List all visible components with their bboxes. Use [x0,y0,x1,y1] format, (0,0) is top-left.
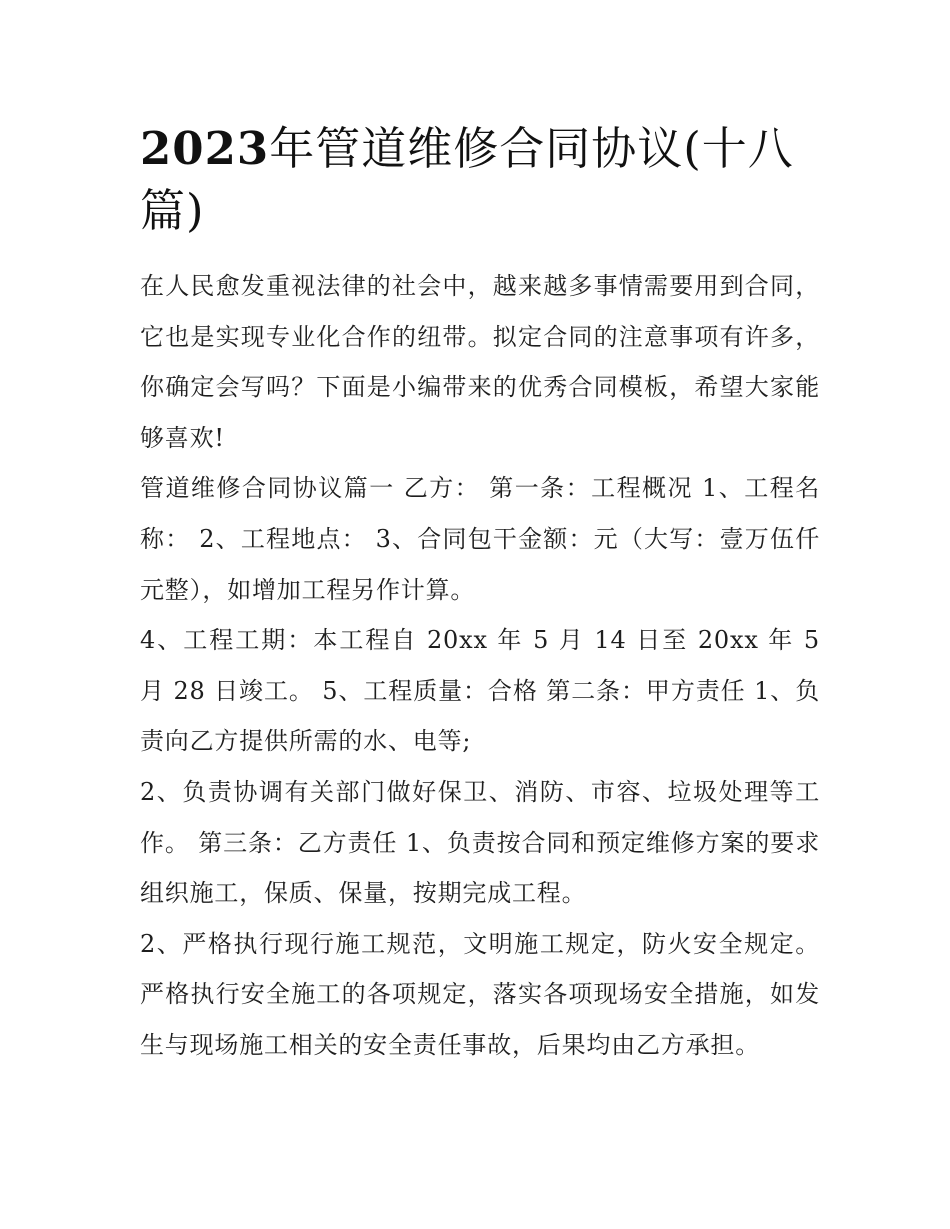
title-text: 年管道维修合同协议(十八篇) [140,122,794,237]
title-year: 2023 [140,122,270,175]
intro-paragraph: 在人民愈发重视法律的社会中，越来越多事情需要用到合同，它也是实现专业化合作的纽带。拟定合同的注意事项有许多，你确定会写吗？下面是小编带来的优秀合同模板，希望大家能够喜欢! [140,272,820,452]
document-body [140,261,820,1071]
contract-section-3: 2、负责协调有关部门做好保卫、消防、市容、垃圾处理等工作。 第三条：乙方责任 1、负责按合同和预定维修方案的要求组织施工，保质、保量，按期完成工程。 [140,777,820,908]
document-title [140,118,820,242]
document-page [140,118,820,1071]
contract-section-1: 管道维修合同协议篇一 乙方： 第一条：工程概况 1、工程名称： 2、工程地点： 3、合同包干金额：元（大写：壹万伍仟元整），如增加工程另作计算。 [140,474,820,604]
contract-section-2: 4、工程工期：本工程自 20xx 年 5 月 14 日至 20xx 年 5 月 28 日竣工。 5、工程质量：合格 第二条：甲方责任 1、负责向乙方提供所需的水、电等; [140,626,820,756]
contract-section-4: 2、严格执行现行施工规范，文明施工规定，防火安全规定。严格执行安全施工的各项规定，落实各项现场安全措施，如发生与现场施工相关的安全责任事故，后果均由乙方承担。 [140,929,820,1059]
